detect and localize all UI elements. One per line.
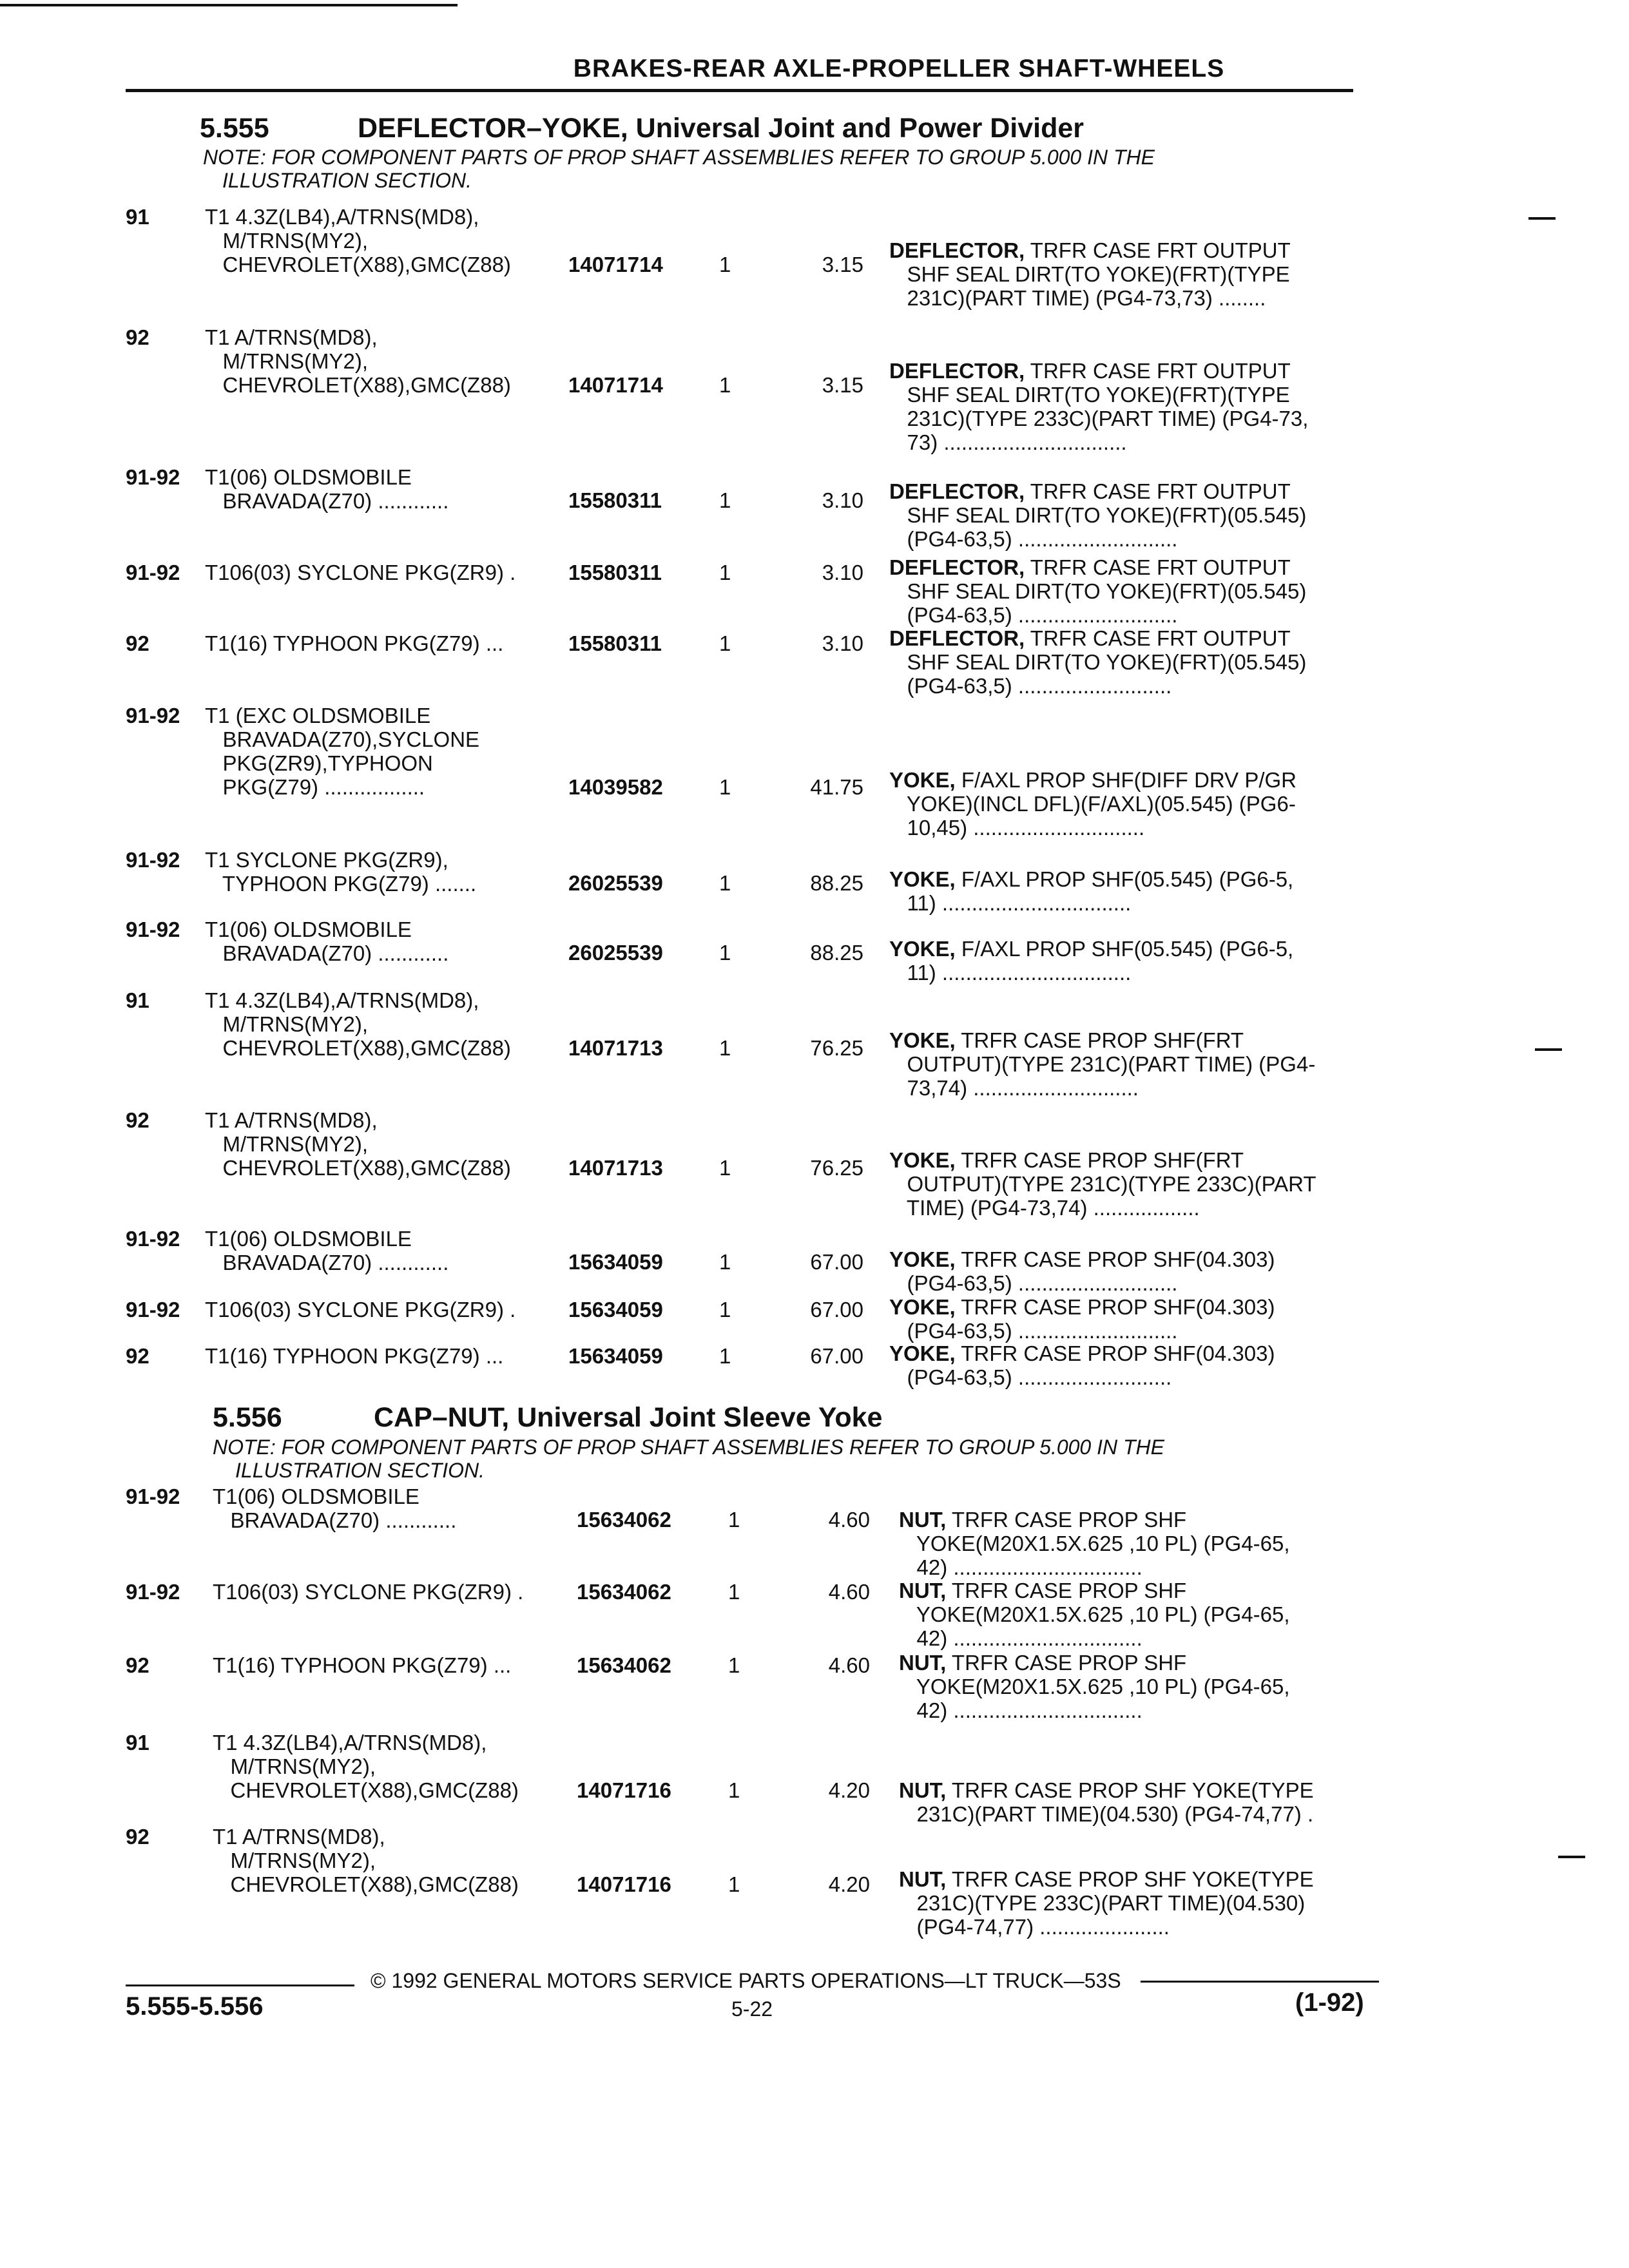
- quantity: 1: [719, 631, 731, 655]
- description: [899, 1508, 1290, 1579]
- model-year: 91: [126, 988, 149, 1012]
- header-rule: [126, 89, 1353, 92]
- part-number: 14071713: [568, 1156, 663, 1180]
- description: [899, 1778, 1314, 1826]
- description-name: YOKE,: [889, 1028, 956, 1052]
- description-name: DEFLECTOR,: [889, 555, 1025, 579]
- price: 88.25: [810, 941, 863, 965]
- application: T1(16) TYPHOON PKG(Z79) ...: [205, 631, 504, 655]
- part-number: 15634059: [568, 1298, 663, 1321]
- description: [889, 479, 1306, 551]
- description-name: NUT,: [899, 1508, 947, 1532]
- top-rule: [0, 4, 458, 6]
- price: 3.15: [822, 373, 863, 397]
- description: [889, 1247, 1275, 1295]
- quantity: 1: [728, 1778, 740, 1802]
- model-year: 92: [126, 631, 149, 655]
- section-range: 5.555-5.556: [126, 1992, 264, 2021]
- description-detail: TRFR CASE FRT OUTPUT SHF SEAL DIRT(TO YOKE)(FRT)(05.545) (PG4-63,5) ..........................: [907, 626, 1307, 698]
- model-year: 91-92: [126, 1227, 180, 1251]
- description-detail: F/AXL PROP SHF(DIFF DRV P/GR YOKE)(INCL DFL)(F/AXL)(05.545) (PG6- 10,45) .............................: [906, 768, 1297, 840]
- part-number: 15634059: [568, 1250, 663, 1274]
- description: [889, 867, 1293, 915]
- description-name: YOKE,: [889, 1148, 956, 1172]
- price: 88.25: [810, 871, 863, 895]
- part-number: 15580311: [568, 631, 662, 655]
- description-name: DEFLECTOR,: [889, 359, 1025, 383]
- description-name: YOKE,: [889, 867, 956, 891]
- part-number: 14071716: [577, 1778, 671, 1802]
- description: [889, 1295, 1275, 1343]
- section-title: DEFLECTOR–YOKE, Universal Joint and Power Divider: [358, 113, 1084, 144]
- quantity: 1: [719, 253, 731, 276]
- section-note: NOTE: FOR COMPONENT PARTS OF PROP SHAFT ASSEMBLIES REFER TO GROUP 5.000 IN THE: [203, 146, 1155, 169]
- price: 76.25: [810, 1036, 863, 1060]
- part-number: 14071716: [577, 1872, 671, 1896]
- quantity: 1: [719, 775, 731, 799]
- part-number: 15634062: [577, 1508, 671, 1532]
- part-number: 15634062: [577, 1653, 671, 1677]
- model-year: 91-92: [126, 561, 180, 584]
- description-name: YOKE,: [889, 1295, 956, 1319]
- quantity: 1: [719, 1250, 731, 1274]
- description-name: YOKE,: [889, 768, 956, 792]
- description-name: NUT,: [899, 1867, 947, 1891]
- description: [899, 1579, 1290, 1650]
- part-number: 14071714: [568, 373, 663, 397]
- description: [899, 1867, 1314, 1939]
- part-number: 26025539: [568, 871, 663, 895]
- application: T106(03) SYCLONE PKG(ZR9) .: [205, 1298, 516, 1321]
- quantity: 1: [719, 488, 731, 512]
- description: [899, 1651, 1290, 1722]
- application: T1 4.3Z(LB4),A/TRNS(MD8), M/TRNS(MY2), CHEVROLET(X88),GMC(Z88): [205, 988, 511, 1060]
- part-number: 14039582: [568, 775, 663, 799]
- price: 4.60: [828, 1508, 870, 1532]
- application: T1 A/TRNS(MD8), M/TRNS(MY2), CHEVROLET(X88),GMC(Z88): [205, 325, 511, 397]
- description-detail: TRFR CASE PROP SHF(04.303) (PG4-63,5) ...........................: [907, 1295, 1275, 1343]
- model-year: 91-92: [126, 848, 180, 872]
- application: T1 4.3Z(LB4),A/TRNS(MD8), M/TRNS(MY2), CHEVROLET(X88),GMC(Z88): [205, 205, 511, 276]
- margin-mark: [1528, 217, 1556, 220]
- quantity: 1: [728, 1508, 740, 1532]
- quantity: 1: [728, 1653, 740, 1677]
- description-name: DEFLECTOR,: [889, 479, 1025, 503]
- description: [889, 1148, 1316, 1220]
- quantity: 1: [719, 871, 731, 895]
- description-detail: TRFR CASE FRT OUTPUT SHF SEAL DIRT(TO YOKE)(FRT)(TYPE 231C)(PART TIME) (PG4-73,73) ........: [907, 238, 1291, 310]
- description-detail: TRFR CASE PROP SHF YOKE(M20X1.5X.625 ,10 PL) (PG4-65, 42) ................................: [916, 1579, 1290, 1650]
- description-name: DEFLECTOR,: [889, 626, 1025, 650]
- model-year: 92: [126, 1344, 149, 1368]
- price: 67.00: [810, 1344, 863, 1368]
- application: T1 A/TRNS(MD8), M/TRNS(MY2), CHEVROLET(X88),GMC(Z88): [213, 1825, 519, 1896]
- description-detail: F/AXL PROP SHF(05.545) (PG6-5, 11) ................................: [907, 937, 1294, 985]
- description: [889, 626, 1306, 698]
- price: 3.10: [822, 561, 863, 584]
- application: T106(03) SYCLONE PKG(ZR9) .: [205, 561, 516, 584]
- part-number: 14071714: [568, 253, 663, 276]
- part-number: 15580311: [568, 561, 662, 584]
- price: 4.20: [828, 1872, 870, 1896]
- price: 3.10: [822, 631, 863, 655]
- description-detail: TRFR CASE PROP SHF(04.303) (PG4-63,5) ...........................: [907, 1247, 1275, 1295]
- application: T1 4.3Z(LB4),A/TRNS(MD8), M/TRNS(MY2), CHEVROLET(X88),GMC(Z88): [213, 1731, 519, 1802]
- description-detail: TRFR CASE PROP SHF YOKE(M20X1.5X.625 ,10 PL) (PG4-65, 42) ................................: [916, 1508, 1290, 1579]
- description: [889, 238, 1291, 310]
- quantity: 1: [728, 1580, 740, 1604]
- price: 4.60: [828, 1580, 870, 1604]
- edition-code: (1-92): [1295, 1988, 1364, 2017]
- description-detail: TRFR CASE PROP SHF YOKE(TYPE 231C)(PART TIME)(04.530) (PG4-74,77) .: [916, 1778, 1314, 1826]
- footer-rule-left: [126, 1984, 354, 1986]
- description: [889, 937, 1293, 985]
- application: T1 SYCLONE PKG(ZR9), TYPHOON PKG(Z79) .......: [205, 848, 477, 896]
- description: [889, 1341, 1275, 1389]
- quantity: 1: [719, 561, 731, 584]
- model-year: 91-92: [126, 1580, 180, 1604]
- quantity: 1: [719, 1344, 731, 1368]
- application: T1 A/TRNS(MD8), M/TRNS(MY2), CHEVROLET(X88),GMC(Z88): [205, 1108, 511, 1180]
- quantity: 1: [719, 373, 731, 397]
- model-year: 91-92: [126, 1485, 180, 1508]
- quantity: 1: [719, 1298, 731, 1321]
- model-year: 91: [126, 205, 149, 229]
- quantity: 1: [719, 1156, 731, 1180]
- part-number: 26025539: [568, 941, 663, 965]
- section-number: 5.555: [200, 113, 269, 144]
- application: T1(06) OLDSMOBILE BRAVADA(Z70) ............: [205, 1227, 449, 1274]
- description: [889, 768, 1296, 840]
- section-note-cont: ILLUSTRATION SECTION.: [222, 169, 472, 192]
- description-detail: TRFR CASE FRT OUTPUT SHF SEAL DIRT(TO YOKE)(FRT)(TYPE 231C)(TYPE 233C)(PART TIME) (PG4-73, 73) ...............................: [907, 359, 1309, 454]
- model-year: 92: [126, 1825, 149, 1849]
- price: 67.00: [810, 1250, 863, 1274]
- description-detail: TRFR CASE PROP SHF(04.303) (PG4-63,5) ..........................: [907, 1341, 1275, 1389]
- description: [889, 359, 1308, 454]
- description-detail: TRFR CASE PROP SHF YOKE(M20X1.5X.625 ,10 PL) (PG4-65, 42) ................................: [916, 1651, 1290, 1722]
- model-year: 91-92: [126, 1298, 180, 1321]
- quantity: 1: [719, 941, 731, 965]
- model-year: 92: [126, 1653, 149, 1677]
- description-name: DEFLECTOR,: [889, 238, 1025, 262]
- application: T1(16) TYPHOON PKG(Z79) ...: [205, 1344, 504, 1368]
- price: 3.10: [822, 488, 863, 512]
- model-year: 91-92: [126, 918, 180, 941]
- section-number: 5.556: [213, 1402, 282, 1433]
- part-number: 15580311: [568, 488, 662, 512]
- description-name: NUT,: [899, 1579, 947, 1602]
- description-detail: F/AXL PROP SHF(05.545) (PG6-5, 11) ................................: [907, 867, 1294, 915]
- model-year: 92: [126, 325, 149, 349]
- description-detail: TRFR CASE PROP SHF YOKE(TYPE 231C)(TYPE 233C)(PART TIME)(04.530) (PG4-74,77) ......................: [916, 1867, 1314, 1939]
- application: T1 (EXC OLDSMOBILE BRAVADA(Z70),SYCLONE PKG(ZR9),TYPHOON PKG(Z79) .................: [205, 704, 480, 799]
- price: 76.25: [810, 1156, 863, 1180]
- section-note-cont: ILLUSTRATION SECTION.: [235, 1459, 485, 1482]
- margin-mark: [1558, 1856, 1585, 1858]
- description-name: YOKE,: [889, 1341, 956, 1365]
- description: [889, 1028, 1315, 1100]
- description: [889, 555, 1306, 627]
- price: 4.60: [828, 1653, 870, 1677]
- description-detail: TRFR CASE PROP SHF(FRT OUTPUT)(TYPE 231C)(TYPE 233C)(PART TIME) (PG4-73,74) ..................: [906, 1148, 1316, 1220]
- description-name: YOKE,: [889, 1247, 956, 1271]
- part-number: 14071713: [568, 1036, 663, 1060]
- price: 41.75: [810, 775, 863, 799]
- application: T106(03) SYCLONE PKG(ZR9) .: [213, 1580, 524, 1604]
- description-detail: TRFR CASE FRT OUTPUT SHF SEAL DIRT(TO YOKE)(FRT)(05.545) (PG4-63,5) ...........................: [907, 479, 1307, 551]
- copyright-line: © 1992 GENERAL MOTORS SERVICE PARTS OPERATIONS—LT TRUCK—53S: [371, 1969, 1121, 1992]
- model-year: 92: [126, 1108, 149, 1132]
- price: 67.00: [810, 1298, 863, 1321]
- section-title: CAP–NUT, Universal Joint Sleeve Yoke: [374, 1402, 883, 1433]
- description-name: YOKE,: [889, 937, 956, 961]
- page-number: 5-22: [731, 1997, 773, 2021]
- quantity: 1: [728, 1872, 740, 1896]
- model-year: 91-92: [126, 704, 180, 727]
- application: T1(06) OLDSMOBILE BRAVADA(Z70) ............: [213, 1485, 457, 1532]
- footer-rule-right: [1141, 1981, 1379, 1983]
- description-name: NUT,: [899, 1778, 947, 1802]
- model-year: 91: [126, 1731, 149, 1754]
- description-name: NUT,: [899, 1651, 947, 1675]
- page-header: BRAKES-REAR AXLE-PROPELLER SHAFT-WHEELS: [573, 55, 1225, 82]
- price: 3.15: [822, 253, 863, 276]
- section-note: NOTE: FOR COMPONENT PARTS OF PROP SHAFT ASSEMBLIES REFER TO GROUP 5.000 IN THE: [213, 1436, 1164, 1459]
- margin-mark: [1535, 1048, 1562, 1051]
- description-detail: TRFR CASE PROP SHF(FRT OUTPUT)(TYPE 231C)(PART TIME) (PG4- 73,74) ............................: [907, 1028, 1316, 1100]
- quantity: 1: [719, 1036, 731, 1060]
- model-year: 91-92: [126, 465, 180, 489]
- application: T1(16) TYPHOON PKG(Z79) ...: [213, 1653, 512, 1677]
- application: T1(06) OLDSMOBILE BRAVADA(Z70) ............: [205, 918, 449, 965]
- description-detail: TRFR CASE FRT OUTPUT SHF SEAL DIRT(TO YOKE)(FRT)(05.545) (PG4-63,5) ...........................: [907, 555, 1307, 627]
- application: T1(06) OLDSMOBILE BRAVADA(Z70) ............: [205, 465, 449, 513]
- part-number: 15634062: [577, 1580, 671, 1604]
- part-number: 15634059: [568, 1344, 663, 1368]
- price: 4.20: [828, 1778, 870, 1802]
